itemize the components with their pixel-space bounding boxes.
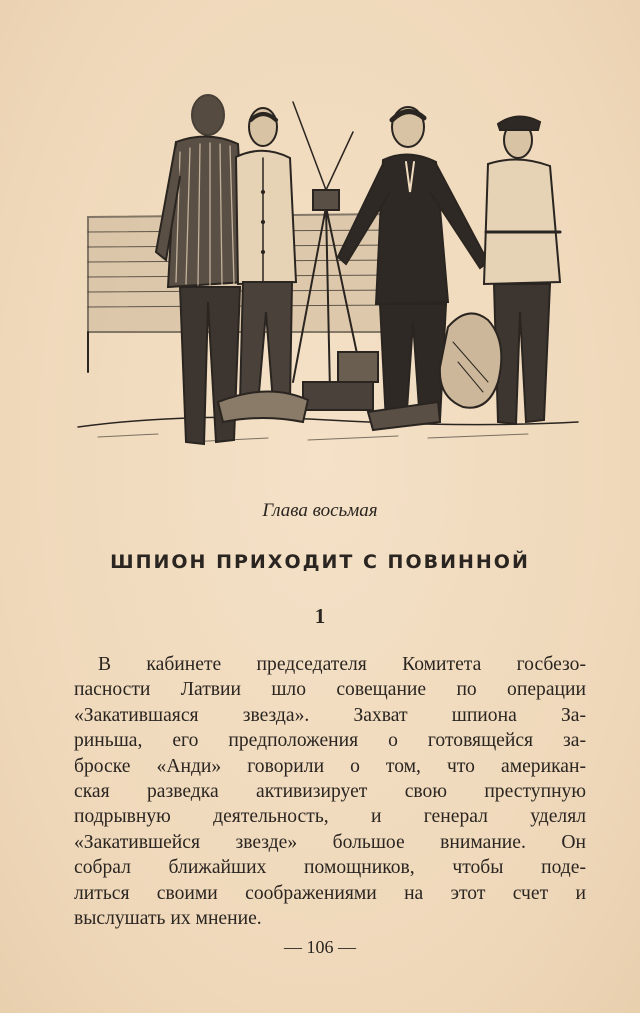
illustration-drawing: [68, 82, 588, 460]
section-number: 1: [314, 604, 326, 628]
chapter-title: ШПИОН ПРИХОДИТ С ПОВИННОЙ: [110, 551, 530, 573]
body-line: «Закатившейся звезде» большое внимание. Он: [74, 831, 586, 853]
body-line: собрал ближайших помощников, чтобы поде-: [74, 857, 586, 879]
body-line: подрывную деятельность, и генерал уделял: [74, 806, 586, 828]
body-line: пасности Латвии шло совещание по операции: [74, 679, 586, 701]
figure-officer-left: [236, 108, 296, 404]
body-text: [74, 652, 586, 931]
body-line: броске «Анди» говорили о том, что американ-: [74, 755, 586, 777]
body-line: ская разведка активизирует свою преступную: [74, 781, 586, 803]
body-line: риньша, его предположения о готовящейся за-: [74, 730, 586, 752]
body-line: «Закатившаяся звезда». Захват шпиона За-: [74, 704, 586, 726]
chapter-heading: Глава восьмая: [262, 500, 378, 521]
illustration: [68, 82, 588, 460]
body-line: В кабинете председателя Комитета госбезо-: [98, 654, 586, 675]
figure-man-back: [156, 95, 246, 444]
body-line: выслушать их мнение.: [74, 908, 262, 930]
body-line: литься своими соображениями на этот счет и: [74, 882, 586, 904]
page-number: — 106 —: [284, 937, 356, 957]
